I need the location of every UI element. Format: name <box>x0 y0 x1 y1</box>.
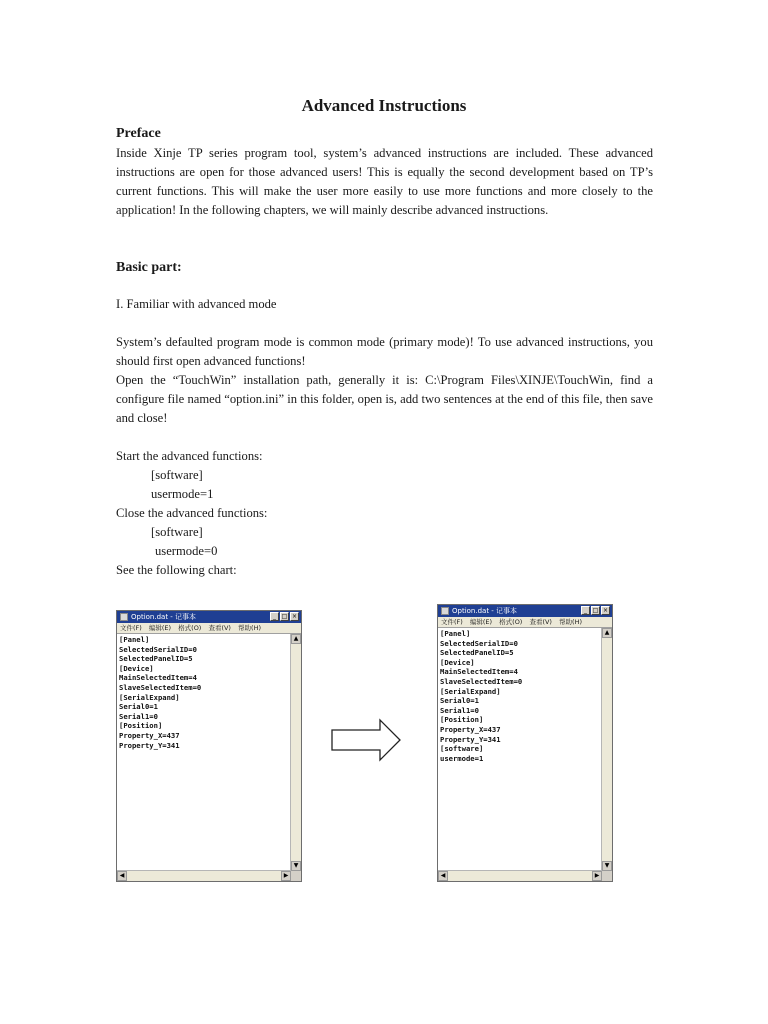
menu-view[interactable]: 查看(V) <box>208 624 231 632</box>
paragraph-default-mode: System’s defaulted program mode is common mode (primary mode)! To use advanced instructions, you should first open advanced functions! <box>116 335 653 368</box>
menu-edit[interactable]: 编辑(E) <box>148 624 172 632</box>
text-line: SlaveSelectedItem=0 <box>440 676 523 686</box>
start-advanced-label: Start the advanced functions: <box>116 449 263 463</box>
text-line: [Position] <box>119 721 163 731</box>
text-line: MainSelectedItem=4 <box>119 673 197 683</box>
text-content[interactable] <box>438 628 602 871</box>
notepad-window-before <box>116 610 302 882</box>
text-line: [Device] <box>440 657 475 667</box>
see-chart-label: See the following chart: <box>116 563 237 577</box>
text-line: [Panel] <box>440 629 471 638</box>
text-line: Serial1=0 <box>440 705 479 715</box>
text-line: SelectedSerialID=0 <box>440 638 518 648</box>
code-line-software: [software] <box>151 525 203 539</box>
menu-view[interactable]: 查看(V) <box>529 618 552 626</box>
paragraph-install-path: Open the “TouchWin” installation path, generally it is: C:\Program Files\XINJE\TouchWin, find a configure file named “option.ini” in this folder, open is, add two sentences at the end of this file, then save and close! <box>116 373 653 425</box>
section-heading-advanced-mode: I. Familiar with advanced mode <box>116 297 277 311</box>
page-title: Advanced Instructions <box>301 96 467 115</box>
text-content[interactable] <box>117 634 291 871</box>
close-advanced-label: Close the advanced functions: <box>116 506 268 520</box>
minimize-icon[interactable]: _ <box>270 612 279 621</box>
window-title: Option.dat - 记事本 <box>131 613 197 621</box>
window-title: Option.dat - 记事本 <box>452 607 518 615</box>
menu-file[interactable]: 文件(F) <box>441 618 463 626</box>
vertical-scrollbar[interactable] <box>601 628 612 871</box>
code-line-usermode-1: usermode=1 <box>151 487 214 501</box>
menu-help[interactable]: 帮助(H) <box>238 624 262 632</box>
scroll-up-icon[interactable]: ▲ <box>291 634 301 644</box>
text-line: Serial0=1 <box>119 702 158 712</box>
maximize-icon[interactable]: □ <box>281 613 288 620</box>
horizontal-scrollbar[interactable] <box>438 870 602 881</box>
basic-part-heading: Basic part: <box>116 260 182 275</box>
menu-help[interactable]: 帮助(H) <box>559 618 583 626</box>
code-line-usermode-0: usermode=0 <box>155 544 218 558</box>
vertical-scrollbar[interactable] <box>290 634 301 871</box>
text-line: SelectedSerialID=0 <box>119 644 197 654</box>
code-line-software: [software] <box>151 468 203 482</box>
menu-format[interactable]: 格式(O) <box>499 618 523 626</box>
scroll-right-icon[interactable]: ▶ <box>592 871 602 881</box>
text-line: Property_Y=341 <box>119 740 180 750</box>
text-line: SelectedPanelID=5 <box>440 648 514 658</box>
scroll-up-icon[interactable]: ▲ <box>602 628 612 638</box>
text-line: Serial0=1 <box>440 696 479 706</box>
menu-edit[interactable]: 编辑(E) <box>469 618 493 626</box>
text-line: [Device] <box>119 663 154 673</box>
text-line: SlaveSelectedItem=0 <box>119 682 202 692</box>
minimize-icon[interactable]: _ <box>581 606 590 615</box>
scroll-left-icon[interactable]: ◀ <box>438 871 448 881</box>
notepad-icon <box>120 613 128 621</box>
menu-format[interactable]: 格式(O) <box>178 624 202 632</box>
window-titlebar <box>438 605 612 617</box>
text-line: [Position] <box>440 715 484 725</box>
preface-paragraph: Inside Xinje TP series program tool, system’s advanced instructions are included. These advanced instructions are open for those advanced users! This is equally the second development based on TP’s current functions. This will make the user more easily to use more functions and more closely to the application! In the following chapters, we will mainly describe advanced instructions. <box>116 146 653 217</box>
notepad-icon <box>441 607 449 615</box>
text-line: Property_Y=341 <box>440 734 501 744</box>
scroll-left-icon[interactable]: ◀ <box>117 871 127 881</box>
notepad-window-after <box>437 604 613 882</box>
resize-grip[interactable] <box>602 871 612 881</box>
menu-bar <box>117 623 301 634</box>
preface-heading: Preface <box>116 126 161 141</box>
window-titlebar <box>117 611 301 623</box>
text-line: Property_X=437 <box>440 724 501 734</box>
text-line: usermode=1 <box>440 753 484 763</box>
scroll-down-icon[interactable]: ▼ <box>291 861 301 871</box>
text-line: SelectedPanelID=5 <box>119 654 193 664</box>
text-line: MainSelectedItem=4 <box>440 667 518 677</box>
text-line: Property_X=437 <box>119 730 180 740</box>
menu-bar <box>438 617 612 628</box>
text-line: [SerialExpand] <box>119 692 180 702</box>
text-line: [Panel] <box>119 635 150 644</box>
close-icon[interactable]: × <box>291 613 298 620</box>
close-icon[interactable]: × <box>602 607 609 614</box>
text-line: [software] <box>440 744 484 754</box>
menu-file[interactable]: 文件(F) <box>120 624 142 632</box>
maximize-icon[interactable]: □ <box>592 607 599 614</box>
scroll-down-icon[interactable]: ▼ <box>602 861 612 871</box>
horizontal-scrollbar[interactable] <box>117 870 291 881</box>
scroll-right-icon[interactable]: ▶ <box>281 871 291 881</box>
right-arrow-icon <box>330 718 402 762</box>
text-line: Serial1=0 <box>119 711 158 721</box>
text-line: [SerialExpand] <box>440 686 501 696</box>
resize-grip[interactable] <box>291 871 301 881</box>
